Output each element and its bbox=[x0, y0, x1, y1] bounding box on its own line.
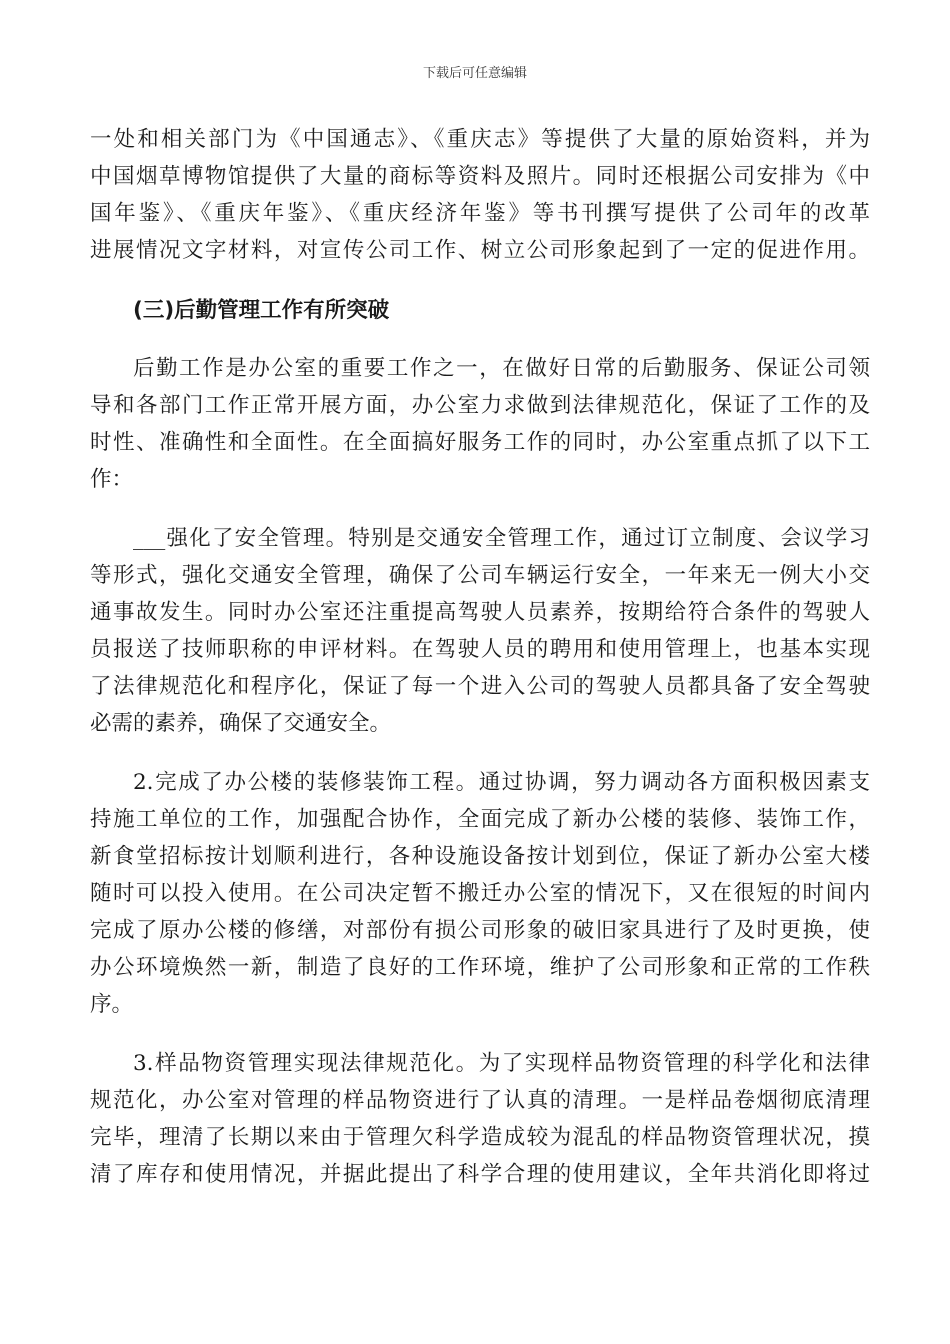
paragraph-line: 必需的素养，确保了交通安全。 bbox=[90, 711, 392, 736]
paragraph-line: 了法律规范化和程序化，保证了每一个进入公司的驾驶人员都具备了安全驾驶 bbox=[90, 674, 870, 699]
paragraph-line: ___强化了安全管理。特别是交通安全管理工作，通过订立制度、会议学习 bbox=[133, 526, 870, 551]
paragraph-line: 员报送了技师职称的申评材料。在驾驶人员的聘用和使用管理上，也基本实现 bbox=[90, 637, 870, 662]
paragraph-line: 作： bbox=[90, 467, 134, 492]
paragraph-line: 办公环境焕然一新，制造了良好的工作环境，维护了公司形象和正常的工作秩 bbox=[90, 955, 870, 980]
paragraph-line: 2.完成了办公楼的装修装饰工程。通过协调，努力调动各方面积极因素支 bbox=[133, 770, 870, 795]
paragraph-line: 随时可以投入使用。在公司决定暂不搬迁办公室的情况下，又在很短的时间内 bbox=[90, 881, 870, 906]
paragraph-line: 国年鉴》、《重庆年鉴》、《重庆经济年鉴》等书刊撰写提供了公司年的改革 bbox=[90, 201, 870, 226]
paragraph-line: 通事故发生。同时办公室还注重提高驾驶人员素养，按期给符合条件的驾驶人 bbox=[90, 600, 870, 625]
paragraph-line: 序。 bbox=[90, 992, 134, 1017]
paragraph-line: 后勤工作是办公室的重要工作之一，在做好日常的后勤服务、保证公司领 bbox=[133, 356, 870, 381]
paragraph-line: 进展情况文字材料，对宣传公司工作、树立公司形象起到了一定的促进作用。 bbox=[90, 238, 870, 263]
paragraph-line: 清了库存和使用情况，并据此提出了科学合理的使用建议，全年共消化即将过 bbox=[90, 1162, 870, 1187]
paragraph-line: 新食堂招标按计划顺利进行，各种设施设备按计划到位，保证了新办公室大楼 bbox=[90, 844, 870, 869]
paragraph-line: 导和各部门工作正常开展方面，办公室力求做到法律规范化，保证了工作的及 bbox=[90, 393, 870, 418]
paragraph-line: 规范化，办公室对管理的样品物资进行了认真的清理。一是样品卷烟彻底清理 bbox=[90, 1088, 870, 1113]
paragraph-line: 一处和相关部门为《中国通志》、《重庆志》等提供了大量的原始资料，并为 bbox=[90, 127, 870, 152]
paragraph-line: 完毕，理清了长期以来由于管理欠科学造成较为混乱的样品物资管理状况，摸 bbox=[90, 1125, 870, 1150]
paragraph-line: 时性、准确性和全面性。在全面搞好服务工作的同时，办公室重点抓了以下工 bbox=[90, 430, 870, 455]
paragraph-line: 中国烟草博物馆提供了大量的商标等资料及照片。同时还根据公司安排为《中 bbox=[90, 164, 870, 189]
paragraph-line: 3.样品物资管理实现法律规范化。为了实现样品物资管理的科学化和法律 bbox=[133, 1051, 870, 1076]
page-header: 下载后可任意编辑 bbox=[422, 66, 527, 81]
paragraph-line: 等形式，强化交通安全管理，确保了公司车辆运行安全，一年来无一例大小交 bbox=[90, 563, 870, 588]
paragraph-line: 完成了原办公楼的修缮，对部份有损公司形象的破旧家具进行了及时更换，使 bbox=[90, 918, 870, 943]
section-heading: (三)后勤管理工作有所突破 bbox=[133, 298, 390, 323]
paragraph-line: 持施工单位的工作，加强配合协作，全面完成了新办公楼的装修、装饰工作， bbox=[90, 807, 870, 832]
